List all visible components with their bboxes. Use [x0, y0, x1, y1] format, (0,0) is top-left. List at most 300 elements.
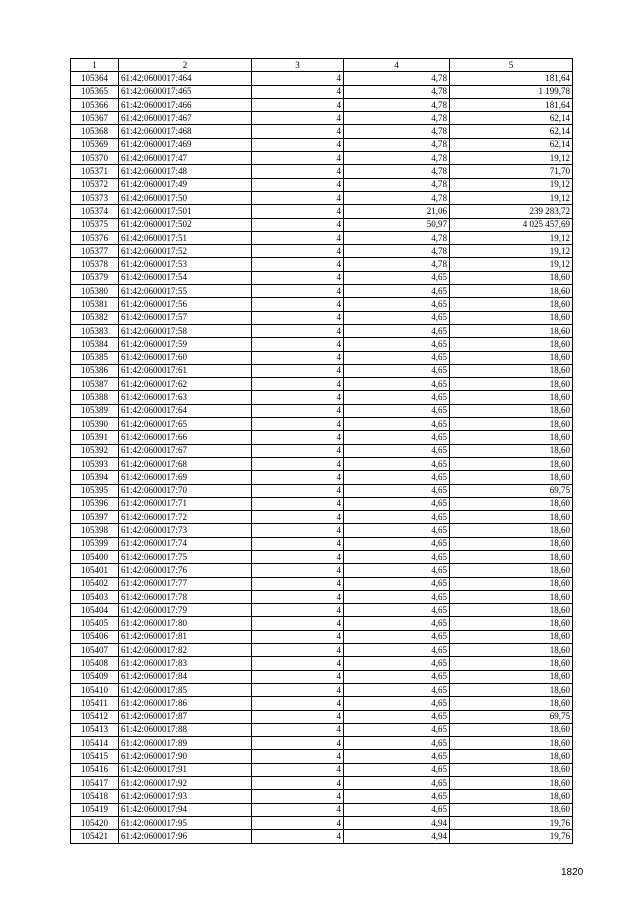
value-cell-col4: 4,78 — [344, 72, 450, 85]
value-cell-col4: 4,78 — [344, 85, 450, 98]
cadastral-number-cell: 61:42:0600017:73 — [119, 524, 252, 537]
value-cell-col4: 4,78 — [344, 231, 450, 244]
cadastral-number-cell: 61:42:0600017:95 — [119, 816, 252, 829]
cadastral-number-cell: 61:42:0600017:85 — [119, 683, 252, 696]
row-number-cell: 105390 — [71, 418, 119, 431]
row-number-cell: 105383 — [71, 324, 119, 337]
cadastral-number-cell: 61:42:0600017:96 — [119, 830, 252, 843]
value-cell-col3: 4 — [252, 511, 344, 524]
table-row — [71, 271, 573, 284]
value-cell-col5: 18,60 — [450, 777, 573, 790]
table-row — [71, 457, 573, 470]
cadastral-number-cell: 61:42:0600017:67 — [119, 444, 252, 457]
row-number-cell: 105384 — [71, 338, 119, 351]
value-cell-col3: 4 — [252, 670, 344, 683]
cadastral-number-cell: 61:42:0600017:502 — [119, 218, 252, 231]
cadastral-number-cell: 61:42:0600017:71 — [119, 497, 252, 510]
cadastral-number-cell: 61:42:0600017:77 — [119, 577, 252, 590]
value-cell-col4: 4,78 — [344, 112, 450, 125]
column-header: 1 — [71, 59, 119, 72]
value-cell-col3: 4 — [252, 98, 344, 111]
value-cell-col4: 4,65 — [344, 418, 450, 431]
value-cell-col3: 4 — [252, 471, 344, 484]
value-cell-col5: 18,60 — [450, 324, 573, 337]
value-cell-col3: 4 — [252, 697, 344, 710]
row-number-cell: 105377 — [71, 245, 119, 258]
value-cell-col4: 4,78 — [344, 178, 450, 191]
value-cell-col3: 4 — [252, 311, 344, 324]
value-cell-col5: 18,60 — [450, 617, 573, 630]
value-cell-col5: 18,60 — [450, 577, 573, 590]
value-cell-col5: 18,60 — [450, 471, 573, 484]
cadastral-number-cell: 61:42:0600017:84 — [119, 670, 252, 683]
cadastral-number-cell: 61:42:0600017:63 — [119, 391, 252, 404]
value-cell-col5: 62,14 — [450, 138, 573, 151]
cadastral-number-cell: 61:42:0600017:50 — [119, 191, 252, 204]
value-cell-col5: 18,60 — [450, 404, 573, 417]
value-cell-col5: 18,60 — [450, 391, 573, 404]
row-number-cell: 105405 — [71, 617, 119, 630]
value-cell-col4: 4,65 — [344, 550, 450, 563]
value-cell-col3: 4 — [252, 763, 344, 776]
cadastral-number-cell: 61:42:0600017:61 — [119, 364, 252, 377]
row-number-cell: 105407 — [71, 644, 119, 657]
value-cell-col4: 4,78 — [344, 152, 450, 165]
table-row — [71, 178, 573, 191]
row-number-cell: 105389 — [71, 404, 119, 417]
value-cell-col4: 4,65 — [344, 524, 450, 537]
value-cell-col4: 4,65 — [344, 271, 450, 284]
value-cell-col3: 4 — [252, 152, 344, 165]
value-cell-col5: 18,60 — [450, 311, 573, 324]
value-cell-col3: 4 — [252, 484, 344, 497]
value-cell-col3: 4 — [252, 457, 344, 470]
cadastral-number-cell: 61:42:0600017:70 — [119, 484, 252, 497]
cadastral-number-cell: 61:42:0600017:501 — [119, 205, 252, 218]
value-cell-col5: 71,70 — [450, 165, 573, 178]
row-number-cell: 105391 — [71, 431, 119, 444]
value-cell-col5: 18,60 — [450, 790, 573, 803]
value-cell-col3: 4 — [252, 364, 344, 377]
value-cell-col5: 18,60 — [450, 657, 573, 670]
cadastral-number-cell: 61:42:0600017:80 — [119, 617, 252, 630]
value-cell-col3: 4 — [252, 72, 344, 85]
value-cell-col5: 18,60 — [450, 630, 573, 643]
value-cell-col4: 4,65 — [344, 378, 450, 391]
value-cell-col3: 4 — [252, 803, 344, 816]
table-row — [71, 511, 573, 524]
row-number-cell: 105372 — [71, 178, 119, 191]
value-cell-col5: 18,60 — [450, 338, 573, 351]
cadastral-number-cell: 61:42:0600017:57 — [119, 311, 252, 324]
row-number-cell: 105406 — [71, 630, 119, 643]
row-number-cell: 105410 — [71, 683, 119, 696]
value-cell-col5: 18,60 — [450, 683, 573, 696]
value-cell-col3: 4 — [252, 391, 344, 404]
table-row — [71, 816, 573, 829]
cadastral-number-cell: 61:42:0600017:92 — [119, 777, 252, 790]
value-cell-col3: 4 — [252, 205, 344, 218]
row-number-cell: 105400 — [71, 550, 119, 563]
cadastral-number-cell: 61:42:0600017:51 — [119, 231, 252, 244]
value-cell-col3: 4 — [252, 218, 344, 231]
value-cell-col5: 19,12 — [450, 178, 573, 191]
table-row — [71, 125, 573, 138]
cadastral-number-cell: 61:42:0600017:53 — [119, 258, 252, 271]
cadastral-number-cell: 61:42:0600017:82 — [119, 644, 252, 657]
value-cell-col5: 18,60 — [450, 511, 573, 524]
value-cell-col4: 4,65 — [344, 590, 450, 603]
value-cell-col5: 18,60 — [450, 378, 573, 391]
row-number-cell: 105402 — [71, 577, 119, 590]
value-cell-col3: 4 — [252, 830, 344, 843]
row-number-cell: 105388 — [71, 391, 119, 404]
cadastral-number-cell: 61:42:0600017:69 — [119, 471, 252, 484]
value-cell-col3: 4 — [252, 630, 344, 643]
value-cell-col5: 18,60 — [450, 564, 573, 577]
table-row — [71, 497, 573, 510]
value-cell-col4: 4,65 — [344, 431, 450, 444]
value-cell-col3: 4 — [252, 138, 344, 151]
cadastral-number-cell: 61:42:0600017:469 — [119, 138, 252, 151]
value-cell-col3: 4 — [252, 125, 344, 138]
table-row — [71, 830, 573, 843]
value-cell-col4: 4,65 — [344, 670, 450, 683]
value-cell-col5: 4 025 457,69 — [450, 218, 573, 231]
value-cell-col3: 4 — [252, 112, 344, 125]
value-cell-col4: 4,65 — [344, 683, 450, 696]
value-cell-col5: 62,14 — [450, 125, 573, 138]
cadastral-number-cell: 61:42:0600017:59 — [119, 338, 252, 351]
table-row — [71, 364, 573, 377]
table-row — [71, 803, 573, 816]
row-number-cell: 105414 — [71, 737, 119, 750]
table-row — [71, 564, 573, 577]
row-number-cell: 105404 — [71, 604, 119, 617]
column-header: 4 — [344, 59, 450, 72]
cadastral-number-cell: 61:42:0600017:83 — [119, 657, 252, 670]
value-cell-col5: 19,12 — [450, 152, 573, 165]
row-number-cell: 105392 — [71, 444, 119, 457]
table-row — [71, 697, 573, 710]
value-cell-col5: 18,60 — [450, 803, 573, 816]
table-row — [71, 338, 573, 351]
cadastral-number-cell: 61:42:0600017:91 — [119, 763, 252, 776]
table-row — [71, 604, 573, 617]
value-cell-col3: 4 — [252, 245, 344, 258]
value-cell-col5: 18,60 — [450, 364, 573, 377]
table-row — [71, 298, 573, 311]
value-cell-col5: 181,64 — [450, 72, 573, 85]
table-row — [71, 165, 573, 178]
cadastral-number-cell: 61:42:0600017:93 — [119, 790, 252, 803]
value-cell-col3: 4 — [252, 165, 344, 178]
value-cell-col3: 4 — [252, 710, 344, 723]
value-cell-col4: 4,65 — [344, 564, 450, 577]
value-cell-col4: 50,97 — [344, 218, 450, 231]
table-row — [71, 404, 573, 417]
value-cell-col3: 4 — [252, 178, 344, 191]
value-cell-col3: 4 — [252, 378, 344, 391]
row-number-cell: 105364 — [71, 72, 119, 85]
value-cell-col4: 4,65 — [344, 697, 450, 710]
value-cell-col4: 4,65 — [344, 285, 450, 298]
row-number-cell: 105412 — [71, 710, 119, 723]
value-cell-col3: 4 — [252, 617, 344, 630]
value-cell-col5: 69,75 — [450, 484, 573, 497]
table-row — [71, 245, 573, 258]
value-cell-col4: 4,65 — [344, 750, 450, 763]
data-table — [70, 58, 573, 844]
cadastral-number-cell: 61:42:0600017:55 — [119, 285, 252, 298]
value-cell-col5: 19,76 — [450, 816, 573, 829]
row-number-cell: 105419 — [71, 803, 119, 816]
row-number-cell: 105373 — [71, 191, 119, 204]
value-cell-col3: 4 — [252, 285, 344, 298]
table-row — [71, 98, 573, 111]
value-cell-col5: 18,60 — [450, 670, 573, 683]
value-cell-col5: 18,60 — [450, 524, 573, 537]
value-cell-col4: 4,65 — [344, 790, 450, 803]
value-cell-col5: 181,64 — [450, 98, 573, 111]
value-cell-col3: 4 — [252, 404, 344, 417]
cadastral-number-cell: 61:42:0600017:68 — [119, 457, 252, 470]
table-row — [71, 790, 573, 803]
value-cell-col3: 4 — [252, 231, 344, 244]
value-cell-col3: 4 — [252, 816, 344, 829]
row-number-cell: 105415 — [71, 750, 119, 763]
row-number-cell: 105418 — [71, 790, 119, 803]
table-row — [71, 324, 573, 337]
row-number-cell: 105368 — [71, 125, 119, 138]
value-cell-col4: 4,65 — [344, 617, 450, 630]
cadastral-number-cell: 61:42:0600017:76 — [119, 564, 252, 577]
value-cell-col4: 4,65 — [344, 777, 450, 790]
value-cell-col3: 4 — [252, 351, 344, 364]
value-cell-col5: 19,76 — [450, 830, 573, 843]
table-row — [71, 484, 573, 497]
cadastral-number-cell: 61:42:0600017:74 — [119, 537, 252, 550]
value-cell-col5: 18,60 — [450, 418, 573, 431]
cadastral-number-cell: 61:42:0600017:90 — [119, 750, 252, 763]
row-number-cell: 105380 — [71, 285, 119, 298]
value-cell-col4: 4,65 — [344, 537, 450, 550]
table-row — [71, 431, 573, 444]
row-number-cell: 105376 — [71, 231, 119, 244]
cadastral-number-cell: 61:42:0600017:47 — [119, 152, 252, 165]
cadastral-number-cell: 61:42:0600017:75 — [119, 550, 252, 563]
value-cell-col4: 4,65 — [344, 657, 450, 670]
row-number-cell: 105401 — [71, 564, 119, 577]
value-cell-col5: 18,60 — [450, 604, 573, 617]
value-cell-col3: 4 — [252, 324, 344, 337]
table-row — [71, 471, 573, 484]
value-cell-col3: 4 — [252, 737, 344, 750]
cadastral-number-cell: 61:42:0600017:79 — [119, 604, 252, 617]
row-number-cell: 105408 — [71, 657, 119, 670]
value-cell-col4: 4,65 — [344, 644, 450, 657]
table-row — [71, 351, 573, 364]
value-cell-col3: 4 — [252, 298, 344, 311]
row-number-cell: 105399 — [71, 537, 119, 550]
value-cell-col3: 4 — [252, 431, 344, 444]
table-row — [71, 723, 573, 736]
value-cell-col5: 18,60 — [450, 723, 573, 736]
value-cell-col4: 4,65 — [344, 351, 450, 364]
value-cell-col3: 4 — [252, 497, 344, 510]
table-row — [71, 152, 573, 165]
row-number-cell: 105409 — [71, 670, 119, 683]
row-number-cell: 105395 — [71, 484, 119, 497]
value-cell-col4: 4,65 — [344, 338, 450, 351]
table-row — [71, 85, 573, 98]
value-cell-col5: 18,60 — [450, 457, 573, 470]
value-cell-col4: 4,65 — [344, 630, 450, 643]
cadastral-number-cell: 61:42:0600017:465 — [119, 85, 252, 98]
value-cell-col5: 18,60 — [450, 431, 573, 444]
value-cell-col5: 69,75 — [450, 710, 573, 723]
value-cell-col4: 4,65 — [344, 763, 450, 776]
value-cell-col4: 4,94 — [344, 830, 450, 843]
table-row — [71, 577, 573, 590]
row-number-cell: 105394 — [71, 471, 119, 484]
table-row — [71, 670, 573, 683]
table-body — [71, 72, 573, 843]
value-cell-col4: 4,65 — [344, 364, 450, 377]
value-cell-col5: 18,60 — [450, 285, 573, 298]
row-number-cell: 105386 — [71, 364, 119, 377]
cadastral-number-cell: 61:42:0600017:466 — [119, 98, 252, 111]
table-row — [71, 311, 573, 324]
table-header-row — [71, 59, 573, 72]
page-number: 1820 — [561, 867, 584, 878]
cadastral-number-cell: 61:42:0600017:64 — [119, 404, 252, 417]
column-header: 3 — [252, 59, 344, 72]
value-cell-col4: 4,65 — [344, 737, 450, 750]
cadastral-number-cell: 61:42:0600017:60 — [119, 351, 252, 364]
cadastral-number-cell: 61:42:0600017:88 — [119, 723, 252, 736]
value-cell-col4: 4,78 — [344, 245, 450, 258]
value-cell-col4: 4,65 — [344, 710, 450, 723]
table-row — [71, 191, 573, 204]
value-cell-col3: 4 — [252, 537, 344, 550]
cadastral-number-cell: 61:42:0600017:66 — [119, 431, 252, 444]
table-row — [71, 550, 573, 563]
table-row — [71, 710, 573, 723]
cadastral-number-cell: 61:42:0600017:94 — [119, 803, 252, 816]
row-number-cell: 105413 — [71, 723, 119, 736]
cadastral-number-cell: 61:42:0600017:58 — [119, 324, 252, 337]
value-cell-col3: 4 — [252, 777, 344, 790]
table-row — [71, 378, 573, 391]
cadastral-number-cell: 61:42:0600017:48 — [119, 165, 252, 178]
cadastral-number-cell: 61:42:0600017:65 — [119, 418, 252, 431]
value-cell-col4: 4,65 — [344, 311, 450, 324]
value-cell-col4: 4,65 — [344, 497, 450, 510]
value-cell-col3: 4 — [252, 577, 344, 590]
value-cell-col3: 4 — [252, 85, 344, 98]
table-row — [71, 644, 573, 657]
row-number-cell: 105393 — [71, 457, 119, 470]
row-number-cell: 105403 — [71, 590, 119, 603]
value-cell-col3: 4 — [252, 524, 344, 537]
value-cell-col4: 4,65 — [344, 444, 450, 457]
value-cell-col3: 4 — [252, 418, 344, 431]
value-cell-col5: 18,60 — [450, 298, 573, 311]
value-cell-col4: 4,65 — [344, 391, 450, 404]
row-number-cell: 105396 — [71, 497, 119, 510]
value-cell-col3: 4 — [252, 258, 344, 271]
value-cell-col5: 19,12 — [450, 231, 573, 244]
row-number-cell: 105379 — [71, 271, 119, 284]
table-row — [71, 258, 573, 271]
row-number-cell: 105387 — [71, 378, 119, 391]
cadastral-number-cell: 61:42:0600017:89 — [119, 737, 252, 750]
cadastral-number-cell: 61:42:0600017:464 — [119, 72, 252, 85]
value-cell-col3: 4 — [252, 644, 344, 657]
table-row — [71, 683, 573, 696]
value-cell-col4: 4,65 — [344, 484, 450, 497]
column-header: 2 — [119, 59, 252, 72]
table-row — [71, 231, 573, 244]
cadastral-number-cell: 61:42:0600017:56 — [119, 298, 252, 311]
value-cell-col4: 4,78 — [344, 191, 450, 204]
value-cell-col4: 21,06 — [344, 205, 450, 218]
value-cell-col5: 19,12 — [450, 191, 573, 204]
value-cell-col3: 4 — [252, 550, 344, 563]
row-number-cell: 105369 — [71, 138, 119, 151]
cadastral-number-cell: 61:42:0600017:87 — [119, 710, 252, 723]
column-header: 5 — [450, 59, 573, 72]
value-cell-col3: 4 — [252, 191, 344, 204]
value-cell-col4: 4,65 — [344, 511, 450, 524]
cadastral-number-cell: 61:42:0600017:86 — [119, 697, 252, 710]
value-cell-col3: 4 — [252, 657, 344, 670]
row-number-cell: 105416 — [71, 763, 119, 776]
row-number-cell: 105367 — [71, 112, 119, 125]
table-row — [71, 763, 573, 776]
table-row — [71, 444, 573, 457]
table-row — [71, 72, 573, 85]
value-cell-col5: 239 283,72 — [450, 205, 573, 218]
value-cell-col4: 4,65 — [344, 457, 450, 470]
row-number-cell: 105411 — [71, 697, 119, 710]
table-row — [71, 737, 573, 750]
value-cell-col4: 4,78 — [344, 258, 450, 271]
value-cell-col5: 19,12 — [450, 245, 573, 258]
row-number-cell: 105397 — [71, 511, 119, 524]
row-number-cell: 105420 — [71, 816, 119, 829]
value-cell-col5: 18,60 — [450, 644, 573, 657]
table-row — [71, 205, 573, 218]
value-cell-col4: 4,65 — [344, 404, 450, 417]
row-number-cell: 105417 — [71, 777, 119, 790]
value-cell-col5: 18,60 — [450, 351, 573, 364]
value-cell-col3: 4 — [252, 338, 344, 351]
value-cell-col3: 4 — [252, 444, 344, 457]
table-row — [71, 750, 573, 763]
value-cell-col4: 4,78 — [344, 98, 450, 111]
row-number-cell: 105382 — [71, 311, 119, 324]
table-row — [71, 777, 573, 790]
row-number-cell: 105365 — [71, 85, 119, 98]
value-cell-col4: 4,65 — [344, 577, 450, 590]
row-number-cell: 105374 — [71, 205, 119, 218]
cadastral-number-cell: 61:42:0600017:52 — [119, 245, 252, 258]
row-number-cell: 105366 — [71, 98, 119, 111]
table-row — [71, 391, 573, 404]
table-row — [71, 285, 573, 298]
